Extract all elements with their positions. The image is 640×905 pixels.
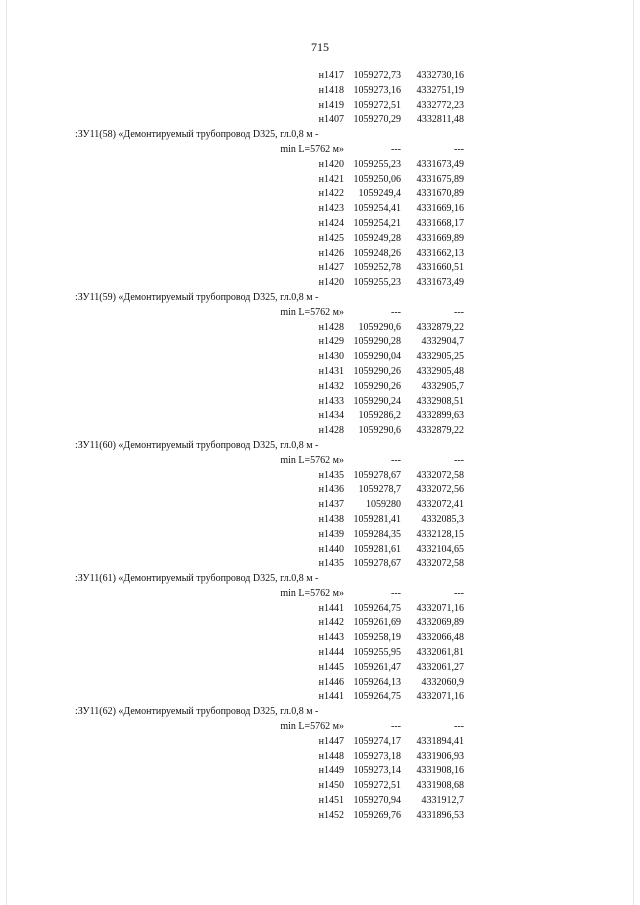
y-coordinate: 4332905,48	[416, 365, 464, 377]
y-coordinate: 4332772,23	[416, 99, 464, 111]
y-coordinate: 4331908,16	[416, 765, 464, 777]
coordinate-row	[0, 321, 640, 336]
point-id: н1429	[318, 336, 344, 348]
x-coordinate: 1059252,78	[353, 262, 401, 274]
coordinate-row	[0, 187, 640, 202]
section-heading-row	[0, 291, 640, 306]
x-coordinate: 1059255,95	[353, 647, 401, 659]
coordinate-row	[0, 646, 640, 661]
point-id: н1422	[318, 188, 344, 200]
point-id: н1417	[318, 70, 344, 81]
x-coordinate: 1059255,23	[353, 277, 401, 289]
y-coordinate: 4331675,89	[416, 173, 464, 185]
y-coordinate: 4332879,22	[416, 321, 464, 333]
point-id: н1441	[318, 602, 344, 614]
y-coordinate: 4332072,58	[416, 558, 464, 570]
x-coordinate: 1059290,04	[353, 351, 401, 363]
section-heading-row	[0, 705, 640, 720]
coordinate-row	[0, 217, 640, 232]
y-coordinate: 4332085,3	[421, 513, 464, 525]
point-id: н1443	[318, 632, 344, 644]
point-id: н1418	[318, 84, 344, 96]
x-coordinate: 1059261,47	[353, 661, 401, 673]
y-coordinate: 4331673,49	[416, 277, 464, 289]
coordinate-row	[0, 158, 640, 173]
x-coordinate: 1059269,76	[353, 809, 401, 821]
y-coordinate: 4332128,15	[416, 528, 464, 540]
x-coordinate: 1059254,21	[353, 217, 401, 229]
coordinate-row	[0, 483, 640, 498]
point-id: н1448	[318, 750, 344, 762]
coordinate-row	[0, 335, 640, 350]
point-id: н1425	[318, 232, 344, 244]
x-coordinate: 1059278,7	[358, 484, 401, 496]
y-coordinate: 4331670,89	[416, 188, 464, 200]
x-coordinate: 1059290,28	[353, 336, 401, 348]
coordinate-row	[0, 276, 640, 291]
x-coordinate: 1059278,67	[353, 558, 401, 570]
y-coordinate: 4332066,48	[416, 632, 464, 644]
y-coordinate: 4332905,7	[421, 380, 464, 392]
point-id: н1419	[318, 99, 344, 111]
y-coordinate: 4332061,27	[416, 661, 464, 673]
point-id: н1451	[318, 795, 344, 807]
x-coordinate: 1059290,24	[353, 395, 401, 407]
coordinate-row	[0, 498, 640, 513]
section-heading-continuation: min L=5762 м»	[280, 143, 344, 155]
coordinate-row	[0, 779, 640, 794]
point-id: н1431	[318, 365, 344, 377]
point-id: н1428	[318, 321, 344, 333]
y-placeholder: ---	[454, 306, 464, 318]
y-coordinate: 4332879,22	[416, 425, 464, 437]
y-coordinate: 4331908,68	[416, 780, 464, 792]
coordinate-row	[0, 469, 640, 484]
point-id: н1426	[318, 247, 344, 259]
section-heading-continuation-row	[0, 454, 640, 469]
x-coordinate: 1059264,13	[353, 676, 401, 688]
y-placeholder: ---	[454, 143, 464, 155]
point-id: н1428	[318, 425, 344, 437]
y-placeholder: ---	[454, 587, 464, 599]
x-coordinate: 1059290,6	[358, 321, 401, 333]
x-coordinate: 1059270,29	[353, 114, 401, 126]
x-coordinate: 1059274,17	[353, 735, 401, 747]
coordinate-row	[0, 202, 640, 217]
y-coordinate: 4332905,25	[416, 351, 464, 363]
point-id: н1446	[318, 676, 344, 688]
coordinate-row	[0, 424, 640, 439]
coordinate-row	[0, 528, 640, 543]
y-coordinate: 4331668,17	[416, 217, 464, 229]
x-coordinate: 1059278,67	[353, 469, 401, 481]
y-coordinate: 4332899,63	[416, 410, 464, 422]
x-coordinate: 1059280	[366, 499, 401, 511]
coordinate-row	[0, 365, 640, 380]
section-heading-continuation-row	[0, 587, 640, 602]
section-heading: :ЗУ11(59) «Демонтируемый трубопровод D325, гл.0,8 м -	[75, 291, 319, 303]
x-placeholder: ---	[391, 587, 401, 599]
x-coordinate: 1059249,28	[353, 232, 401, 244]
point-id: н1450	[318, 780, 344, 792]
section-heading: :ЗУ11(62) «Демонтируемый трубопровод D325, гл.0,8 м -	[75, 706, 319, 718]
y-coordinate: 4332104,65	[416, 543, 464, 555]
point-id: н1434	[318, 410, 344, 422]
coordinate-row	[0, 513, 640, 528]
x-coordinate: 1059250,06	[353, 173, 401, 185]
x-placeholder: ---	[391, 721, 401, 733]
coordinate-row	[0, 232, 640, 247]
coordinate-row	[0, 350, 640, 365]
y-coordinate: 4332060,9	[421, 676, 464, 688]
point-id: н1445	[318, 661, 344, 673]
x-coordinate: 1059264,75	[353, 602, 401, 614]
point-id: н1423	[318, 203, 344, 215]
coordinate-row	[0, 173, 640, 188]
y-coordinate: 4332751,19	[416, 84, 464, 96]
y-coordinate: 4332069,89	[416, 617, 464, 629]
coordinate-row	[0, 409, 640, 424]
point-id: н1432	[318, 380, 344, 392]
x-coordinate: 1059286,2	[358, 410, 401, 422]
y-coordinate: 4332904,7	[421, 336, 464, 348]
point-id: н1436	[318, 484, 344, 496]
point-id: н1440	[318, 543, 344, 555]
x-coordinate: 1059248,26	[353, 247, 401, 259]
point-id: н1420	[318, 277, 344, 289]
coordinate-row	[0, 99, 640, 114]
coordinate-row	[0, 113, 640, 128]
coordinate-row	[0, 616, 640, 631]
y-coordinate: 4331912,7	[421, 795, 464, 807]
section-heading-continuation: min L=5762 м»	[280, 454, 344, 466]
point-id: н1435	[318, 558, 344, 570]
x-coordinate: 1059254,41	[353, 203, 401, 215]
point-id: н1433	[318, 395, 344, 407]
y-coordinate: 4332730,16	[416, 70, 464, 81]
x-coordinate: 1059264,75	[353, 691, 401, 703]
y-coordinate: 4331673,49	[416, 158, 464, 170]
section-heading: :ЗУ11(61) «Демонтируемый трубопровод D325, гл.0,8 м -	[75, 573, 319, 585]
y-coordinate: 4331669,16	[416, 203, 464, 215]
y-coordinate: 4331662,13	[416, 247, 464, 259]
coordinate-row	[0, 543, 640, 558]
y-coordinate: 4332908,51	[416, 395, 464, 407]
y-coordinate: 4332072,41	[416, 499, 464, 511]
y-coordinate: 4332071,16	[416, 602, 464, 614]
x-coordinate: 1059272,51	[353, 99, 401, 111]
section-heading-continuation-row	[0, 720, 640, 735]
y-coordinate: 4331660,51	[416, 262, 464, 274]
coordinate-row	[0, 809, 640, 824]
coordinate-row	[0, 69, 640, 84]
y-coordinate: 4332811,48	[416, 114, 464, 126]
y-placeholder: ---	[454, 454, 464, 466]
point-id: н1435	[318, 469, 344, 481]
section-heading-continuation-row	[0, 306, 640, 321]
x-coordinate: 1059261,69	[353, 617, 401, 629]
y-coordinate: 4332071,16	[416, 691, 464, 703]
section-heading-continuation: min L=5762 м»	[280, 306, 344, 318]
coordinate-row	[0, 690, 640, 705]
page-number: 715	[311, 40, 329, 54]
point-id: н1444	[318, 647, 344, 659]
x-coordinate: 1059249,4	[358, 188, 401, 200]
x-coordinate: 1059273,14	[353, 765, 401, 777]
coordinate-row	[0, 602, 640, 617]
point-id: н1452	[318, 809, 344, 821]
point-id: н1447	[318, 735, 344, 747]
x-coordinate: 1059258,19	[353, 632, 401, 644]
coordinate-row	[0, 84, 640, 99]
y-coordinate: 4332072,56	[416, 484, 464, 496]
x-coordinate: 1059290,26	[353, 365, 401, 377]
x-coordinate: 1059273,16	[353, 84, 401, 96]
coordinate-row	[0, 380, 640, 395]
x-placeholder: ---	[391, 143, 401, 155]
section-heading-row	[0, 572, 640, 587]
x-placeholder: ---	[391, 306, 401, 318]
section-heading-continuation: min L=5762 м»	[280, 587, 344, 599]
coordinate-row	[0, 261, 640, 276]
y-coordinate: 4332072,58	[416, 469, 464, 481]
point-id: н1449	[318, 765, 344, 777]
point-id: н1420	[318, 158, 344, 170]
x-placeholder: ---	[391, 454, 401, 466]
point-id: н1439	[318, 528, 344, 540]
coordinate-row	[0, 631, 640, 646]
point-id: н1442	[318, 617, 344, 629]
x-coordinate: 1059281,61	[353, 543, 401, 555]
y-coordinate: 4332061,81	[416, 647, 464, 659]
x-coordinate: 1059290,26	[353, 380, 401, 392]
section-heading-continuation-row	[0, 143, 640, 158]
coordinate-row	[0, 661, 640, 676]
point-id: н1421	[318, 173, 344, 185]
x-coordinate: 1059290,6	[358, 425, 401, 437]
coordinate-row	[0, 557, 640, 572]
y-coordinate: 4331894,41	[416, 735, 464, 747]
section-heading: :ЗУ11(58) «Демонтируемый трубопровод D325, гл.0,8 м -	[75, 129, 319, 141]
x-coordinate: 1059272,51	[353, 780, 401, 792]
y-placeholder: ---	[454, 721, 464, 733]
coordinate-row	[0, 750, 640, 765]
point-id: н1437	[318, 499, 344, 511]
point-id: н1430	[318, 351, 344, 363]
point-id: н1438	[318, 513, 344, 525]
x-coordinate: 1059270,94	[353, 795, 401, 807]
section-heading-continuation: min L=5762 м»	[280, 721, 344, 733]
point-id: н1424	[318, 217, 344, 229]
coordinate-row	[0, 676, 640, 691]
coordinate-row	[0, 735, 640, 750]
point-id: н1407	[318, 114, 344, 126]
y-coordinate: 4331896,53	[416, 809, 464, 821]
section-heading: :ЗУ11(60) «Демонтируемый трубопровод D325, гл.0,8 м -	[75, 439, 319, 451]
x-coordinate: 1059255,23	[353, 158, 401, 170]
point-id: н1427	[318, 262, 344, 274]
coordinate-row	[0, 794, 640, 809]
coordinate-row	[0, 764, 640, 779]
y-coordinate: 4331669,89	[416, 232, 464, 244]
coordinate-row	[0, 395, 640, 410]
section-heading-row	[0, 128, 640, 143]
coordinate-row	[0, 247, 640, 262]
x-coordinate: 1059272,73	[353, 70, 401, 81]
x-coordinate: 1059281,41	[353, 513, 401, 525]
coordinates-table	[0, 69, 640, 824]
x-coordinate: 1059273,18	[353, 750, 401, 762]
section-heading-row	[0, 439, 640, 454]
x-coordinate: 1059284,35	[353, 528, 401, 540]
y-coordinate: 4331906,93	[416, 750, 464, 762]
point-id: н1441	[318, 691, 344, 703]
